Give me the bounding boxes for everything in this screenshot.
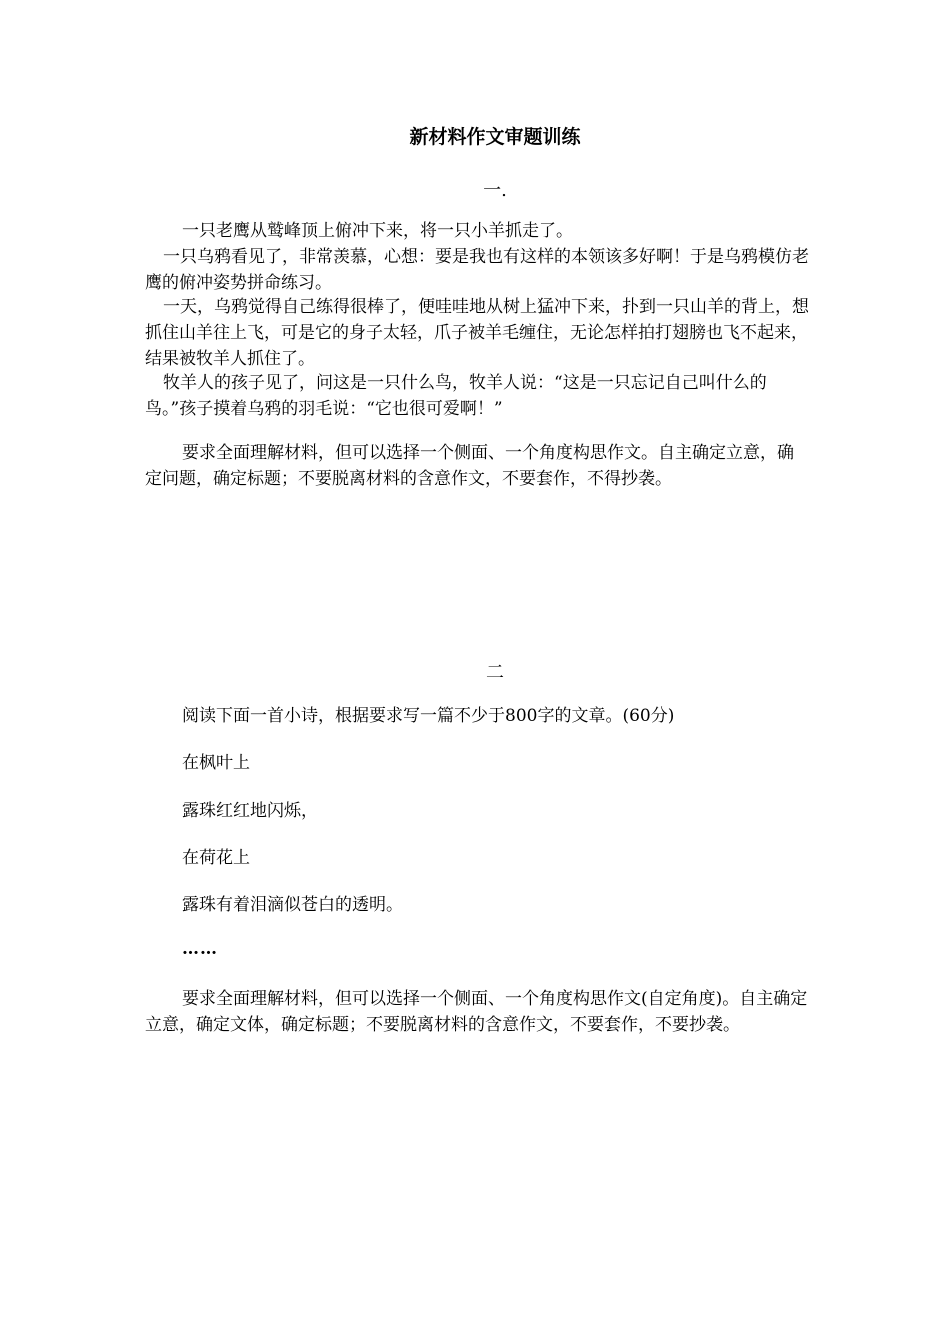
document-title: 新材料作文审题训练 <box>409 126 581 148</box>
poem-line-3: 在荷花上 <box>182 848 250 868</box>
section-1-paragraph-4: 牧羊人的孩子见了，问这是一只什么鸟，牧羊人说：“这是一只忘记自己叫什么的鸟。”孩子摸着乌鸦的羽毛说：“它也很可爱啊！” <box>145 373 767 419</box>
section-2-intro: 阅读下面一首小诗，根据要求写一篇不少于800字的文章。(60分) <box>182 706 675 726</box>
poem-line-1: 在枫叶上 <box>182 753 250 773</box>
section-1-paragraph-3: 一天，乌鸦觉得自己练得很棒了，便哇哇地从树上猛冲下来，扑到一只山羊的背上，想抓住山羊往上飞，可是它的身子太轻，爪子被羊毛缠住，无论怎样拍打翅膀也飞不起来，结果被牧羊人抓住了。 <box>145 297 809 369</box>
section-1-requirement: 要求全面理解材料，但可以选择一个侧面、一个角度构思作文。自主确定立意，确定问题，确定标题；不要脱离材料的含意作文，不要套作，不得抄袭。 <box>145 443 794 489</box>
poem-ellipsis: …… <box>182 939 218 959</box>
poem-line-4: 露珠有着泪滴似苍白的透明。 <box>182 895 403 915</box>
poem-line-2: 露珠红红地闪烁， <box>182 801 318 821</box>
section-2-requirement: 要求全面理解材料，但可以选择一个侧面、一个角度构思作文(自定角度)。自主确定立意，确定文体，确定标题；不要脱离材料的含意作文，不要套作，不要抄袭。 <box>145 989 808 1035</box>
section-2-heading: 二 <box>486 662 504 683</box>
section-1-heading: 一. <box>483 180 507 201</box>
section-1-paragraph-2: 一只乌鸦看见了，非常羡慕，心想：要是我也有这样的本领该多好啊！于是乌鸦模仿老鹰的俯冲姿势拼命练习。 <box>145 247 809 293</box>
section-1-paragraph-1: 一只老鹰从鹫峰顶上俯冲下来，将一只小羊抓走了。 <box>182 221 573 241</box>
